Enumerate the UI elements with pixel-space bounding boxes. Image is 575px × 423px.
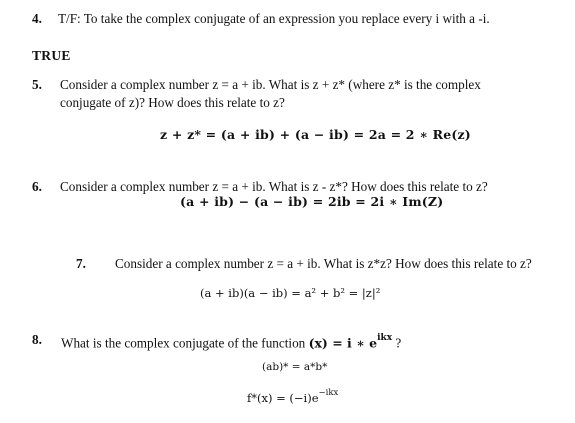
q8-text-suffix: ? <box>392 335 402 351</box>
q8-eq2-exponent: −ikx <box>318 388 339 398</box>
q7-number: 7. <box>76 256 86 271</box>
q8-number: 8. <box>32 332 42 347</box>
q8-function: (x) = i ∗ e <box>308 335 378 351</box>
q8-eq2 <box>247 390 338 405</box>
q5-number: 5. <box>32 77 42 92</box>
q8-text <box>61 332 401 351</box>
q5-line2: conjugate of z)? How does this relate to z? <box>60 95 285 110</box>
q8-exponent: ikx <box>377 333 393 343</box>
q8-text-prefix: What is the complex conjugate of the function <box>61 335 309 351</box>
q4-number: 4. <box>32 11 42 26</box>
q4-text: T/F: To take the complex conjugate of an expression you replace every i with a -i. <box>58 11 490 26</box>
q5-equation: z + z* = (a + ib) + (a − ib) = 2a = 2 ∗ Re(z) <box>160 127 471 142</box>
q6-text: Consider a complex number z = a + ib. What is z - z*? How does this relate to z? <box>60 179 488 194</box>
q8-eq1: (ab)* = a*b* <box>262 361 328 373</box>
q7-equation: (a + ib)(a − ib) = a² + b² = |z|² <box>200 286 381 300</box>
q8-eq2-main: f*(x) = (−i)e <box>247 390 319 405</box>
q6-equation: (a + ib) − (a − ib) = 2ib = 2i ∗ Im(Z) <box>180 194 444 209</box>
q4-answer: TRUE <box>32 48 71 63</box>
q7-text: Consider a complex number z = a + ib. What is z*z? How does this relate to z? <box>115 256 532 271</box>
q6-number: 6. <box>32 179 42 194</box>
q5-line1: Consider a complex number z = a + ib. What is z + z* (where z* is the complex <box>60 77 481 92</box>
